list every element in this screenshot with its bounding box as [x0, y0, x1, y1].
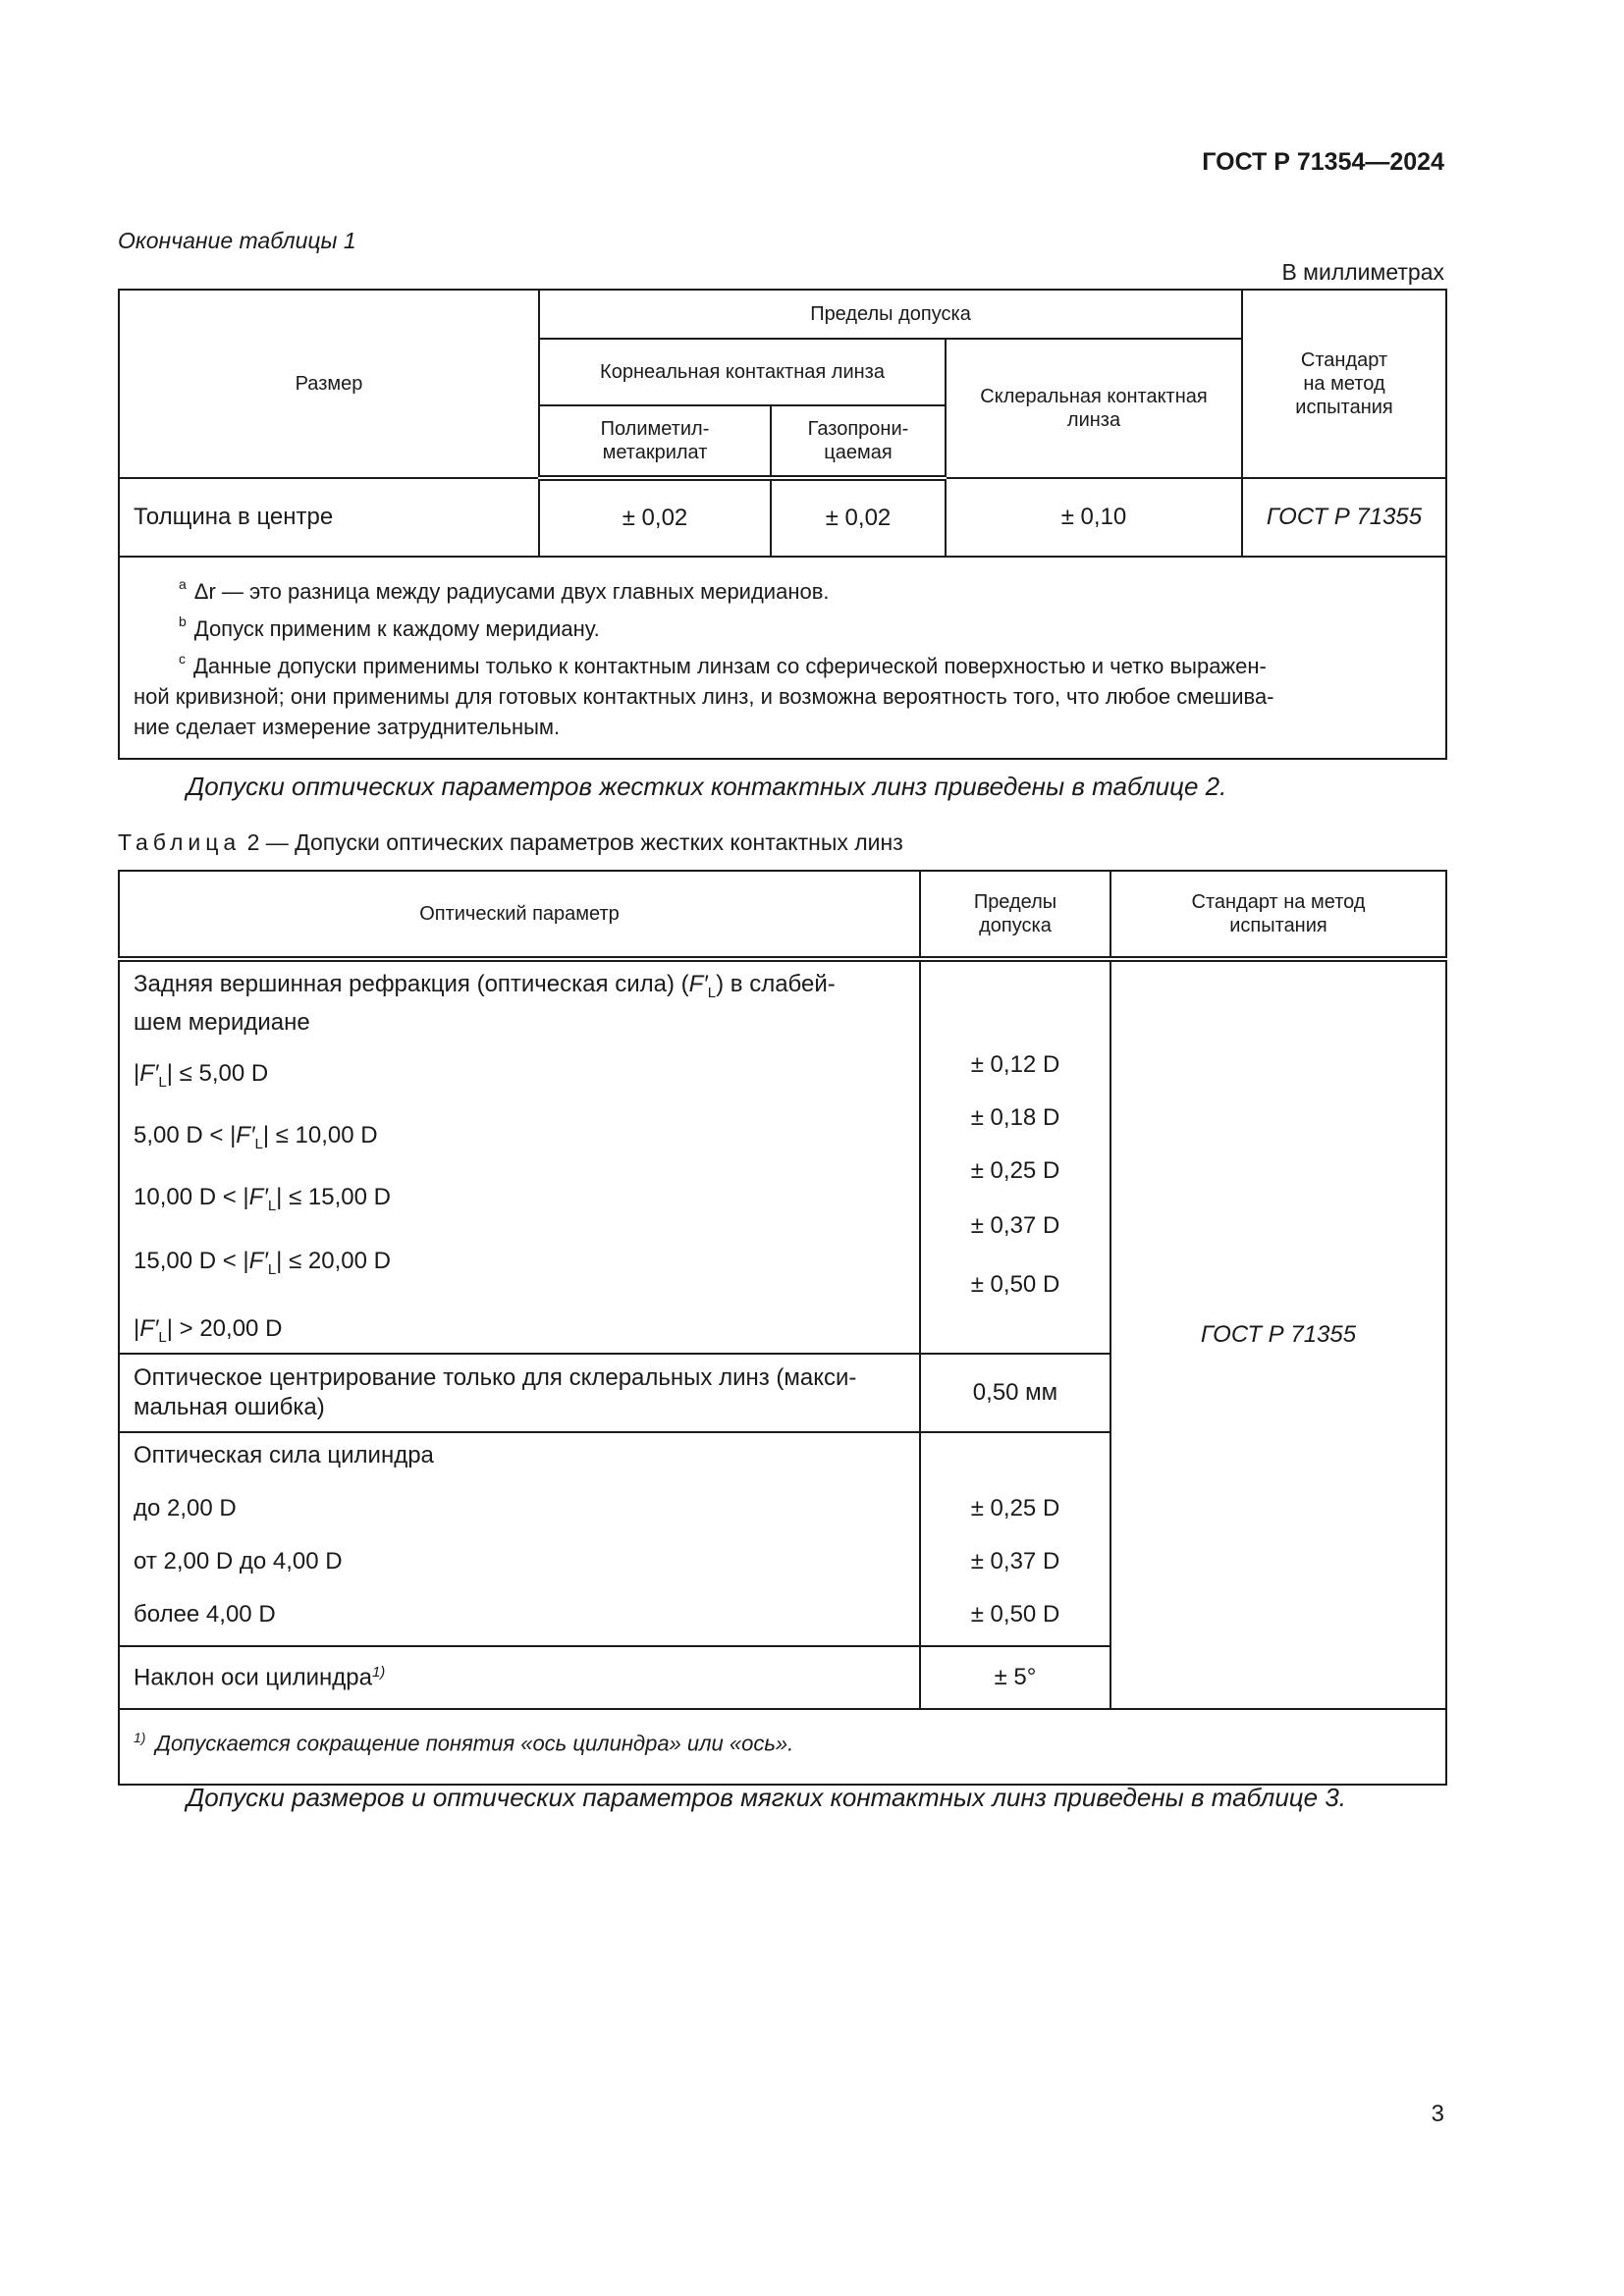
- note-b: $^b$ Допуск применим к каждому меридиану.: [179, 614, 600, 641]
- header-limits: Пределы допуска: [920, 871, 1110, 959]
- refraction-values: [920, 959, 1110, 1354]
- cylinder-labels: [119, 1432, 920, 1646]
- refraction-value-4: ± 0,37 D: [970, 1212, 1060, 1239]
- axis-value: ± 5°: [920, 1646, 1110, 1709]
- standard-cell: ГОСТ Р 71355: [1110, 959, 1446, 1709]
- row-gas-value: ± 0,02: [771, 478, 946, 557]
- table2: [118, 870, 1447, 1786]
- cylinder-value-2: ± 0,37 D: [970, 1548, 1060, 1575]
- row-scleral-value: ± 0,10: [946, 478, 1242, 557]
- note-c: $^c$ Данные допуски применимы только к контактным линзам со сферической поверхностью и четко выражен-: [179, 651, 1267, 678]
- note-a: $^a$ Δr — это разница между радиусами двух главных меридианов.: [179, 576, 830, 604]
- centering-label: Оптическое центрирование только для склеральных линз (макси- мальная ошибка): [119, 1354, 920, 1432]
- refraction-value-5: ± 0,50 D: [970, 1271, 1060, 1298]
- row-standard: ГОСТ Р 71355: [1242, 478, 1446, 557]
- header-standard: Стандарт на метод испытания: [1242, 290, 1446, 478]
- cylinder-row-1: до 2,00 D: [134, 1495, 237, 1522]
- table1: [118, 289, 1447, 760]
- header-pmma: Полиметил- метакрилат: [539, 405, 771, 478]
- header-corneal: Корнеальная контактная линза: [539, 339, 946, 405]
- refraction-row-1: $|F'_L| \le 5,00$ D: [134, 1060, 269, 1091]
- header-limits: Пределы допуска: [539, 290, 1242, 339]
- table-row: [119, 478, 1446, 557]
- cylinder-value-1: ± 0,25 D: [970, 1495, 1060, 1522]
- table1-notes: [119, 557, 1446, 759]
- table1-caption: Окончание таблицы 1: [118, 228, 356, 253]
- refraction-title-line2: шем меридиане: [134, 1009, 310, 1036]
- row-name: Толщина в центре: [119, 478, 539, 557]
- row-pmma-value: ± 0,02: [539, 478, 771, 557]
- cylinder-values: [920, 1432, 1110, 1646]
- note-c-line3: ние сделает измерение затруднительным.: [134, 715, 561, 739]
- cylinder-row-3: более 4,00 D: [134, 1601, 276, 1628]
- cylinder-value-3: ± 0,50 D: [970, 1601, 1060, 1628]
- refraction-row-2: 5,00 $D < |F'_L| \le 10,00$ D: [134, 1122, 378, 1152]
- cylinder-title: Оптическая сила цилиндра: [134, 1442, 434, 1468]
- table2-title: Таблица 2 — Допуски оптических параметров жестких контактных линз: [118, 829, 903, 855]
- refraction-row-5: $|F'_L| > 20,00$ D: [134, 1315, 283, 1346]
- refraction-value-2: ± 0,18 D: [970, 1104, 1060, 1131]
- header-param: Оптический параметр: [119, 871, 920, 959]
- refraction-value-1: ± 0,12 D: [970, 1051, 1060, 1078]
- refraction-group: [119, 959, 1446, 1354]
- refraction-row-3: 10,00 $D < |F'_L| \le 15,00$ D: [134, 1184, 391, 1214]
- refraction-value-3: ± 0,25 D: [970, 1157, 1060, 1184]
- table1-units: В миллиметрах: [1281, 259, 1444, 285]
- cylinder-row-2: от 2,00 D до 4,00 D: [134, 1548, 343, 1575]
- header-scleral: Склеральная контактная линза: [946, 339, 1242, 478]
- table2-footnote: $^{1)}$ Допускается сокращение понятия «ось цилиндра» или «ось».: [119, 1709, 1446, 1785]
- header-size: Размер: [119, 290, 539, 478]
- axis-label: Наклон оси цилиндра$^{1)}$: [119, 1646, 920, 1709]
- paragraph-table3-ref: Допуски размеров и оптических параметров мягких контактных линз приведены в таблице 3.: [187, 1783, 1347, 1812]
- centering-value: 0,50 мм: [920, 1354, 1110, 1432]
- document-code: ГОСТ Р 71354—2024: [1202, 148, 1444, 176]
- refraction-title: Задняя вершинная рефракция (оптическая сила) $(F'_L)$ в слабей-: [134, 971, 836, 1001]
- paragraph-table2-ref: Допуски оптических параметров жестких контактных линз приведены в таблице 2.: [187, 772, 1227, 801]
- header-standard: Стандарт на метод испытания: [1110, 871, 1446, 959]
- note-c-line2: ной кривизной; они применимы для готовых контактных линз, и возможна вероятность того, что любое смешива-: [134, 684, 1274, 709]
- refraction-row-4: 15,00 $D < |F'_L| \le 20,00$ D: [134, 1248, 391, 1278]
- page-number: 3: [1431, 2101, 1444, 2127]
- header-gas-permeable: Газопрони- цаемая: [771, 405, 946, 478]
- refraction-labels: [119, 959, 920, 1354]
